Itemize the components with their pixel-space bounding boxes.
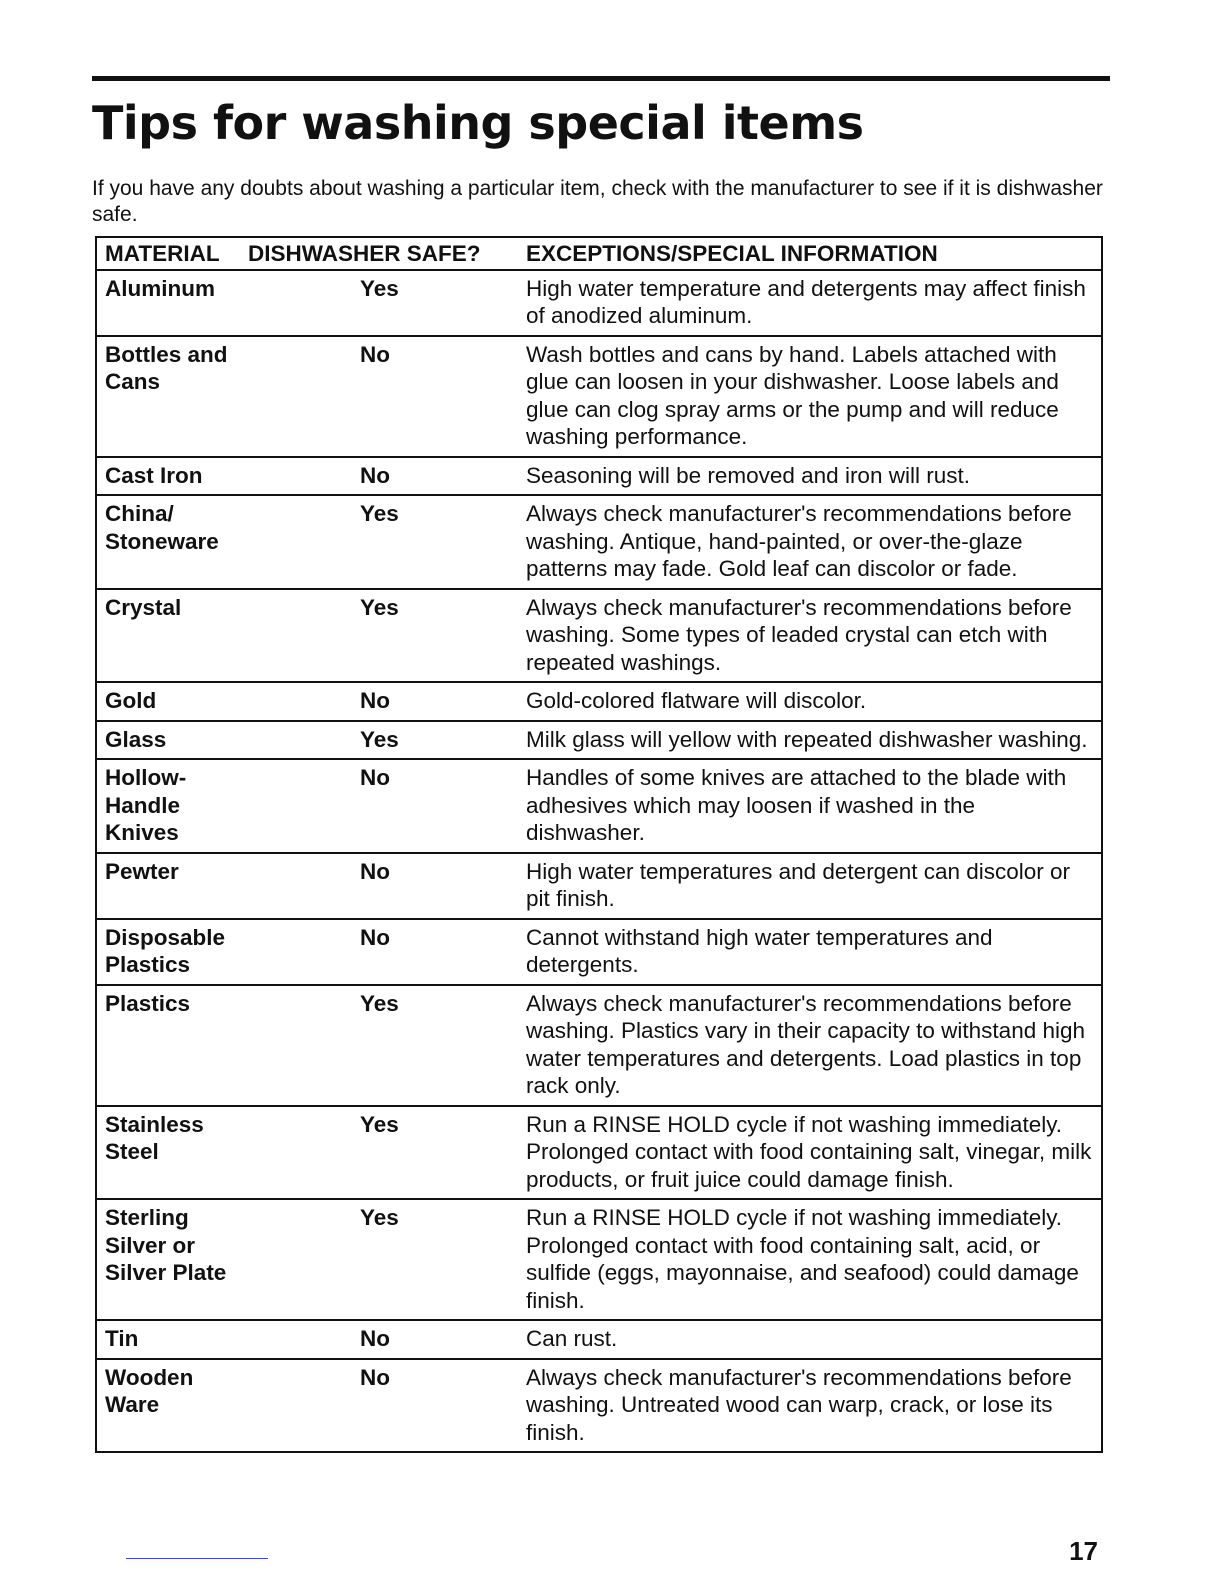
dishwasher-safe-cell: No <box>244 457 526 496</box>
dishwasher-safe-cell: Yes <box>244 270 526 336</box>
dishwasher-safe-cell: No <box>244 682 526 721</box>
dishwasher-safe-cell: No <box>244 919 526 985</box>
table-row <box>96 336 1102 457</box>
material-cell: Glass <box>96 721 244 760</box>
dishwasher-safe-cell: No <box>244 336 526 457</box>
table-row <box>96 759 1102 853</box>
material-cell: Sterling Silver or Silver Plate <box>96 1199 244 1320</box>
material-cell: Plastics <box>96 985 244 1106</box>
exceptions-cell: Handles of some knives are attached to the blade with adhesives which may loosen if washed in the dishwasher. <box>526 759 1102 853</box>
table-row <box>96 682 1102 721</box>
dishwasher-safe-cell: Yes <box>244 1199 526 1320</box>
exceptions-cell: Cannot withstand high water temperatures and detergents. <box>526 919 1102 985</box>
page-title: Tips for washing special items <box>92 96 864 150</box>
table-row <box>96 1359 1102 1453</box>
table-header-row <box>96 237 1102 270</box>
bottom-divider <box>126 1558 268 1559</box>
table-body <box>96 270 1102 1453</box>
exceptions-cell: Wash bottles and cans by hand. Labels attached with glue can loosen in your dishwasher. Loose labels and glue can clog spray arms or the pump and will reduce washing performance. <box>526 336 1102 457</box>
material-cell: Disposable Plastics <box>96 919 244 985</box>
material-cell: Wooden Ware <box>96 1359 244 1453</box>
table-row <box>96 853 1102 919</box>
header-material: MATERIAL <box>96 237 244 270</box>
header-exceptions: EXCEPTIONS/SPECIAL INFORMATION <box>526 237 1102 270</box>
exceptions-cell: Run a RINSE HOLD cycle if not washing immediately. Prolonged contact with food containing salt, acid, or sulfide (eggs, mayonnaise, and seafood) could damage finish. <box>526 1199 1102 1320</box>
intro-text: If you have any doubts about washing a particular item, check with the manufacturer to see if it is dishwasher safe. <box>92 177 1103 226</box>
exceptions-cell: Run a RINSE HOLD cycle if not washing immediately. Prolonged contact with food containing salt, vinegar, milk products, or fruit juice could damage finish. <box>526 1106 1102 1200</box>
page-number: 17 <box>1069 1536 1098 1566</box>
dishwasher-safe-cell: Yes <box>244 985 526 1106</box>
materials-table <box>95 236 1103 1453</box>
material-cell: Crystal <box>96 589 244 683</box>
exceptions-cell: Always check manufacturer's recommendations before washing. Some types of leaded crystal can etch with repeated washings. <box>526 589 1102 683</box>
material-cell: China/ Stoneware <box>96 495 244 589</box>
exceptions-cell: High water temperature and detergents may affect finish of anodized aluminum. <box>526 270 1102 336</box>
dishwasher-safe-cell: Yes <box>244 721 526 760</box>
table-row <box>96 270 1102 336</box>
material-cell: Stainless Steel <box>96 1106 244 1200</box>
table-row <box>96 985 1102 1106</box>
table-row <box>96 495 1102 589</box>
exceptions-cell: Always check manufacturer's recommendations before washing. Plastics vary in their capacity to withstand high water temperatures and detergents. Load plastics in top rack only. <box>526 985 1102 1106</box>
dishwasher-safe-cell: No <box>244 759 526 853</box>
exceptions-cell: Milk glass will yellow with repeated dishwasher washing. <box>526 721 1102 760</box>
table-row <box>96 1320 1102 1359</box>
dishwasher-safe-cell: No <box>244 853 526 919</box>
exceptions-cell: Always check manufacturer's recommendations before washing. Untreated wood can warp, crack, or lose its finish. <box>526 1359 1102 1453</box>
material-cell: Cast Iron <box>96 457 244 496</box>
exceptions-cell: Seasoning will be removed and iron will rust. <box>526 457 1102 496</box>
material-cell: Gold <box>96 682 244 721</box>
top-rule <box>92 76 1110 81</box>
material-cell: Pewter <box>96 853 244 919</box>
table-row <box>96 457 1102 496</box>
material-cell: Tin <box>96 1320 244 1359</box>
material-cell: Hollow-Handle Knives <box>96 759 244 853</box>
exceptions-cell: Can rust. <box>526 1320 1102 1359</box>
exceptions-cell: Always check manufacturer's recommendations before washing. Antique, hand-painted, or over-the-glaze patterns may fade. Gold leaf can discolor or fade. <box>526 495 1102 589</box>
dishwasher-safe-cell: Yes <box>244 589 526 683</box>
material-cell: Bottles and Cans <box>96 336 244 457</box>
exceptions-cell: High water temperatures and detergent can discolor or pit finish. <box>526 853 1102 919</box>
table-row <box>96 1199 1102 1320</box>
table-row <box>96 721 1102 760</box>
material-cell: Aluminum <box>96 270 244 336</box>
exceptions-cell: Gold-colored flatware will discolor. <box>526 682 1102 721</box>
dishwasher-safe-cell: Yes <box>244 1106 526 1200</box>
materials-table-container <box>95 236 1101 1453</box>
dishwasher-safe-cell: No <box>244 1359 526 1453</box>
table-row <box>96 919 1102 985</box>
table-row <box>96 589 1102 683</box>
dishwasher-safe-cell: Yes <box>244 495 526 589</box>
table-row <box>96 1106 1102 1200</box>
header-dishwasher-safe: DISHWASHER SAFE? <box>244 237 526 270</box>
dishwasher-safe-cell: No <box>244 1320 526 1359</box>
